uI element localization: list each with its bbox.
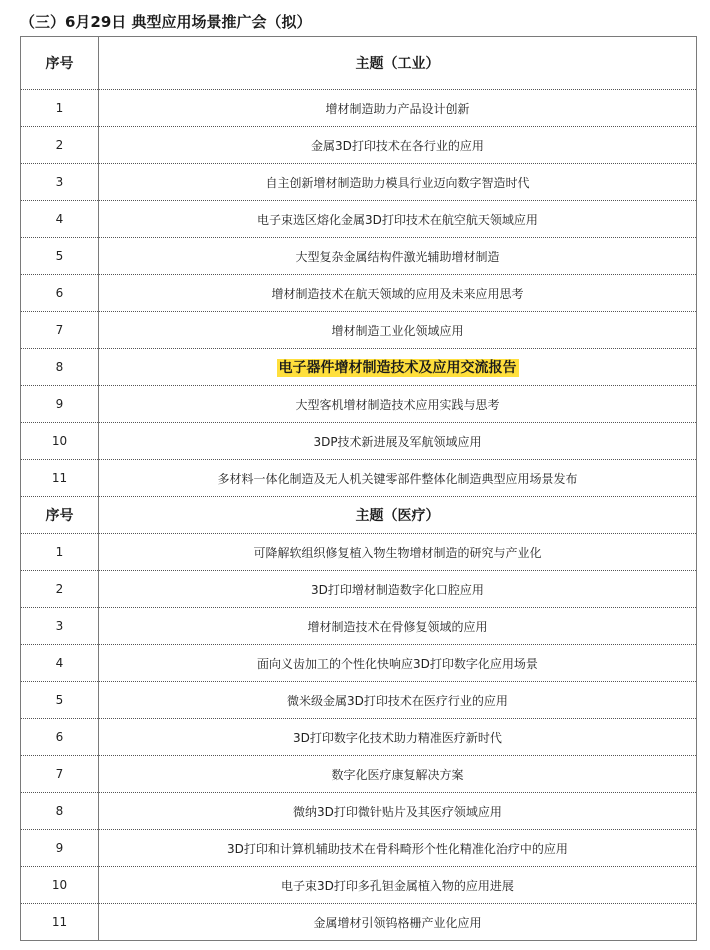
table-row — [21, 719, 697, 756]
table-row — [21, 756, 697, 793]
row-number: 9 — [21, 830, 99, 867]
row-number: 5 — [21, 682, 99, 719]
table-row — [21, 608, 697, 645]
table-row — [21, 238, 697, 275]
table-row-highlighted — [21, 349, 697, 386]
table-row — [21, 904, 697, 941]
row-number: 10 — [21, 867, 99, 904]
row-topic: 可降解软组织修复植入物生物增材制造的研究与产业化 — [99, 534, 697, 571]
row-topic: 面向义齿加工的个性化快响应3D打印数字化应用场景 — [99, 645, 697, 682]
table-row — [21, 386, 697, 423]
row-topic: 多材料一体化制造及无人机关键零部件整体化制造典型应用场景发布 — [99, 460, 697, 497]
row-number: 3 — [21, 164, 99, 201]
row-topic: 金属增材引领钨格栅产业化应用 — [99, 904, 697, 941]
row-topic: 电子束3D打印多孔钽金属植入物的应用进展 — [99, 867, 697, 904]
row-number: 8 — [21, 793, 99, 830]
row-topic: 微米级金属3D打印技术在医疗行业的应用 — [99, 682, 697, 719]
table-row — [21, 460, 697, 497]
table-row — [21, 645, 697, 682]
table-row — [21, 867, 697, 904]
row-number: 10 — [21, 423, 99, 460]
table-row — [21, 275, 697, 312]
table-row — [21, 312, 697, 349]
row-number: 11 — [21, 460, 99, 497]
row-number: 11 — [21, 904, 99, 941]
row-topic: 自主创新增材制造助力模具行业迈向数字智造时代 — [99, 164, 697, 201]
table-row — [21, 571, 697, 608]
table-row — [21, 830, 697, 867]
table-row — [21, 90, 697, 127]
seq-column-header: 序号 — [21, 497, 99, 534]
seq-column-header: 序号 — [21, 37, 99, 90]
industrial-header-row — [21, 37, 697, 90]
row-topic: 增材制造技术在骨修复领域的应用 — [99, 608, 697, 645]
table-row — [21, 682, 697, 719]
table-row — [21, 164, 697, 201]
row-topic — [99, 349, 697, 386]
row-number: 2 — [21, 571, 99, 608]
topic-column-header-industrial: 主题（工业） — [99, 37, 697, 90]
row-topic: 数字化医疗康复解决方案 — [99, 756, 697, 793]
row-number: 2 — [21, 127, 99, 164]
row-topic: 金属3D打印技术在各行业的应用 — [99, 127, 697, 164]
row-topic: 3DP技术新进展及军航领域应用 — [99, 423, 697, 460]
table-row — [21, 201, 697, 238]
page-heading: （三）6月29日 典型应用场景推广会（拟） — [20, 13, 312, 31]
row-topic: 大型复杂金属结构件激光辅助增材制造 — [99, 238, 697, 275]
row-topic: 3D打印和计算机辅助技术在骨科畸形个性化精准化治疗中的应用 — [99, 830, 697, 867]
row-number: 1 — [21, 90, 99, 127]
row-number: 3 — [21, 608, 99, 645]
highlighted-topic: 电子器件增材制造技术及应用交流报告 — [278, 360, 517, 376]
row-topic: 大型客机增材制造技术应用实践与思考 — [99, 386, 697, 423]
table-row — [21, 423, 697, 460]
row-topic: 电子束选区熔化金属3D打印技术在航空航天领域应用 — [99, 201, 697, 238]
row-number: 9 — [21, 386, 99, 423]
medical-header-row — [21, 497, 697, 534]
row-number: 8 — [21, 349, 99, 386]
row-topic: 增材制造工业化领域应用 — [99, 312, 697, 349]
row-number: 1 — [21, 534, 99, 571]
row-topic: 3D打印增材制造数字化口腔应用 — [99, 571, 697, 608]
row-number: 6 — [21, 719, 99, 756]
row-topic: 微纳3D打印微针贴片及其医疗领域应用 — [99, 793, 697, 830]
topic-column-header-medical: 主题（医疗） — [99, 497, 697, 534]
row-number: 4 — [21, 645, 99, 682]
row-topic: 增材制造技术在航天领域的应用及未来应用思考 — [99, 275, 697, 312]
table-row — [21, 534, 697, 571]
table-row — [21, 793, 697, 830]
row-number: 7 — [21, 756, 99, 793]
row-number: 7 — [21, 312, 99, 349]
row-topic: 增材制造助力产品设计创新 — [99, 90, 697, 127]
row-topic: 3D打印数字化技术助力精准医疗新时代 — [99, 719, 697, 756]
session-table — [20, 36, 697, 941]
row-number: 4 — [21, 201, 99, 238]
table-row — [21, 127, 697, 164]
row-number: 6 — [21, 275, 99, 312]
row-number: 5 — [21, 238, 99, 275]
